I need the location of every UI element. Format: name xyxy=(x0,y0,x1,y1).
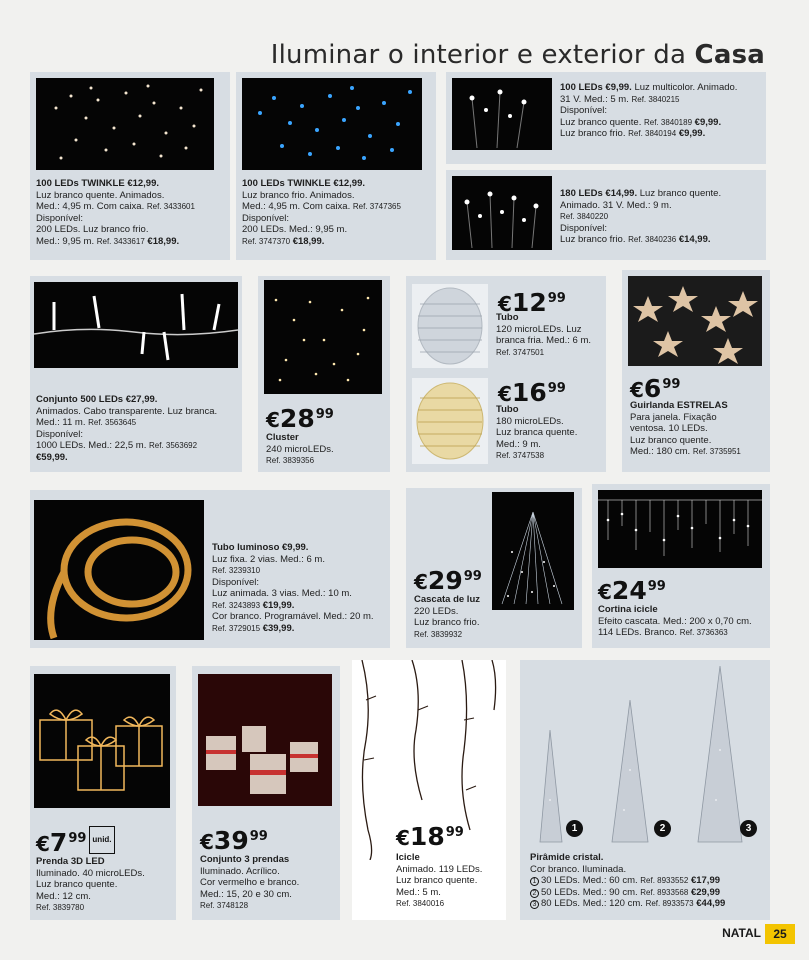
acrylic-gifts-icon xyxy=(198,674,332,806)
piramide-variant: 2 50 LEDs. Med.: 90 cm. Ref. 8933568 €29,99 xyxy=(530,887,768,899)
tube-coil-icon xyxy=(412,284,488,368)
product-image-cortina xyxy=(598,490,762,568)
prenda-price: $€7^{99}$ unid. xyxy=(36,826,115,857)
product-image-conjunto-500 xyxy=(34,282,238,368)
rope-light-icon xyxy=(34,500,204,640)
leds-180-description: 180 LEDs €14,99. Luz branco quente. Animado. 31 V. Med.: 9 m. Ref. 3840220 Disponível: Luz branco frio. Ref. 3840236 €14,99. xyxy=(560,188,722,245)
pyramid-marker-1: 1 xyxy=(566,820,583,837)
product-card-twinkle-warm xyxy=(30,72,230,260)
conjunto-500-description: Conjunto 500 LEDs €27,99. Animados. Cabo transparente. Luz branca. Med.: 11 m. Ref. 3563645 Disponível: 1000 LEDs. Med.: 22,5 m. Ref. 3563692 €59,99. xyxy=(36,394,218,463)
cascata-price: $€29^{99}$ xyxy=(414,566,482,595)
piramide-description: Pirâmide cristal. Cor branco. Iluminada. 1 30 LEDs. Med.: 60 cm. Ref. 8933552 €17,99 2 50 LEDs. Med.: 90 cm. Ref. 8933568 €29,99 3 80 LEDs. Med.: 120 cm. Ref. 8933573 €44,99 xyxy=(530,852,768,910)
conjunto-prendas-price: $€39^{99}$ xyxy=(200,826,268,855)
product-card-cascata xyxy=(406,488,582,648)
icicle-curtain-icon xyxy=(598,490,762,568)
product-image-cascata xyxy=(492,492,574,610)
star-garland-icon xyxy=(628,276,762,366)
product-card-piramide xyxy=(520,660,770,920)
product-image-cluster xyxy=(264,280,382,394)
product-card-leds-180 xyxy=(446,170,766,260)
product-image-leds-180 xyxy=(452,176,552,250)
product-card-twinkle-cold xyxy=(236,72,436,260)
page-title: Iluminar o interior e exterior da Casa xyxy=(270,40,765,70)
pyramid-marker-3: 3 xyxy=(740,820,757,837)
crystal-pyramids-icon xyxy=(520,660,770,846)
tubo-fria-description: Tubo 120 microLEDs. Luz branca fria. Med.: 6 m. Ref. 3747501 xyxy=(496,312,592,357)
estrelas-price: $€6^{99}$ xyxy=(630,374,681,403)
product-card-estrelas xyxy=(622,270,770,472)
icicle-description: Icicle Animado. 119 LEDs. Luz branco quente. Med.: 5 m. Ref. 3840016 xyxy=(396,852,483,908)
product-card-leds-multicolor xyxy=(446,72,766,164)
conjunto-prendas-description: Conjunto 3 prendas Iluminado. Acrílico. Cor vermelho e branco. Med.: 15, 20 e 30 cm. Ref. 3748128 xyxy=(200,854,300,910)
product-card-tubo-luminoso xyxy=(30,490,390,648)
cluster-lights-icon xyxy=(264,280,382,394)
gift-box-lights-icon xyxy=(34,674,170,808)
product-image-twinkle-warm xyxy=(36,78,214,170)
cortina-price: $€24^{99}$ xyxy=(598,576,666,605)
product-image-twinkle-cold xyxy=(242,78,422,170)
product-image-tubo-luminoso xyxy=(34,500,204,640)
twinkle-cold-description: 100 LEDs TWINKLE €12,99. Luz branco frio. Animados. Med.: 4,95 m. Com caixa. Ref. 3747365 Disponível: 200 LEDs. Med.: 9,95 m. Ref. 3747370 €18,99. xyxy=(242,178,401,247)
icicle-price: $€18^{99}$ xyxy=(396,822,464,851)
product-card-conjunto-prendas xyxy=(192,666,340,920)
product-card-conjunto-500 xyxy=(30,276,242,472)
section-label: NATAL xyxy=(722,926,761,940)
tubo-fria-price: $€12^{99}$ xyxy=(498,288,566,317)
page-number: 25 xyxy=(765,924,795,944)
leds-multicolor-description: 100 LEDs €9,99. Luz multicolor. Animado. 31 V. Med.: 5 m. Ref. 3840215 Disponível: Luz branco quente. Ref. 3840189 €9,99. Luz branco frio. Ref. 3840194 €9,99. xyxy=(560,82,738,139)
cascata-description: Cascata de luz 220 LEDs. Luz branco frio. Ref. 3839932 xyxy=(414,594,480,639)
twinkle-warm-lights xyxy=(36,78,214,170)
product-card-cluster xyxy=(258,276,390,472)
product-image-leds-multicolor xyxy=(452,78,552,150)
stake-lights-icon xyxy=(452,78,552,150)
tubo-luminoso-description: Tubo luminoso €9,99. Luz fixa. 2 vias. Med.: 6 m. Ref. 3239310 Disponível: Luz animada. 3 vias. Med.: 10 m. Ref. 3243893 €19,99. Cor branco. Programável. Med.: 20 m. Ref. 3729015 €39,99. xyxy=(212,542,374,634)
tubo-quente-price: $€16^{99}$ xyxy=(498,378,566,407)
product-card-cortina xyxy=(592,484,770,648)
product-card-tubo xyxy=(406,276,606,472)
estrelas-description: Guirlanda ESTRELAS Para janela. Fixação ventosa. 10 LEDs. Luz branco quente. Med.: 180 cm. Ref. 3735951 xyxy=(630,400,741,457)
prenda-description: Prenda 3D LED Iluminado. 40 microLEDs. Luz branco quente. Med.: 12 cm. Ref. 3839780 xyxy=(36,856,145,912)
product-image-prenda xyxy=(34,674,170,808)
product-image-tubo-fria xyxy=(412,284,488,368)
pyramid-marker-2: 2 xyxy=(654,820,671,837)
twinkle-cold-lights xyxy=(242,78,422,170)
product-image-estrelas xyxy=(628,276,762,366)
product-image-tubo-quente xyxy=(412,378,488,464)
cluster-string-icon xyxy=(34,282,238,368)
cluster-description: Cluster 240 microLEDs. Ref. 3839356 xyxy=(266,432,334,465)
piramide-variant: 1 30 LEDs. Med.: 60 cm. Ref. 8933552 €17,99 xyxy=(530,875,768,887)
cluster-price: $€28^{99}$ xyxy=(266,404,334,433)
stake-lights-icon xyxy=(452,176,552,250)
waterfall-lights-icon xyxy=(492,492,574,610)
product-card-icicle xyxy=(352,660,506,920)
product-card-prenda xyxy=(30,666,176,920)
cortina-description: Cortina icicle Efeito cascata. Med.: 200 x 0,70 cm. 114 LEDs. Branco. Ref. 3736363 xyxy=(598,604,752,638)
tubo-quente-description: Tubo 180 microLEDs. Luz branca quente. Med.: 9 m. Ref. 3747538 xyxy=(496,404,578,460)
tube-coil-icon xyxy=(412,378,488,464)
piramide-variant: 3 80 LEDs. Med.: 120 cm. Ref. 8933573 €44,99 xyxy=(530,898,768,910)
twinkle-warm-description: 100 LEDs TWINKLE €12,99. Luz branco quente. Animados. Med.: 4,95 m. Com caixa. Ref. 3433601 Disponível: 200 LEDs. Luz branco frio. Med.: 9,95 m. Ref. 3433617 €18,99. xyxy=(36,178,195,247)
product-image-conjunto-prendas xyxy=(198,674,332,806)
